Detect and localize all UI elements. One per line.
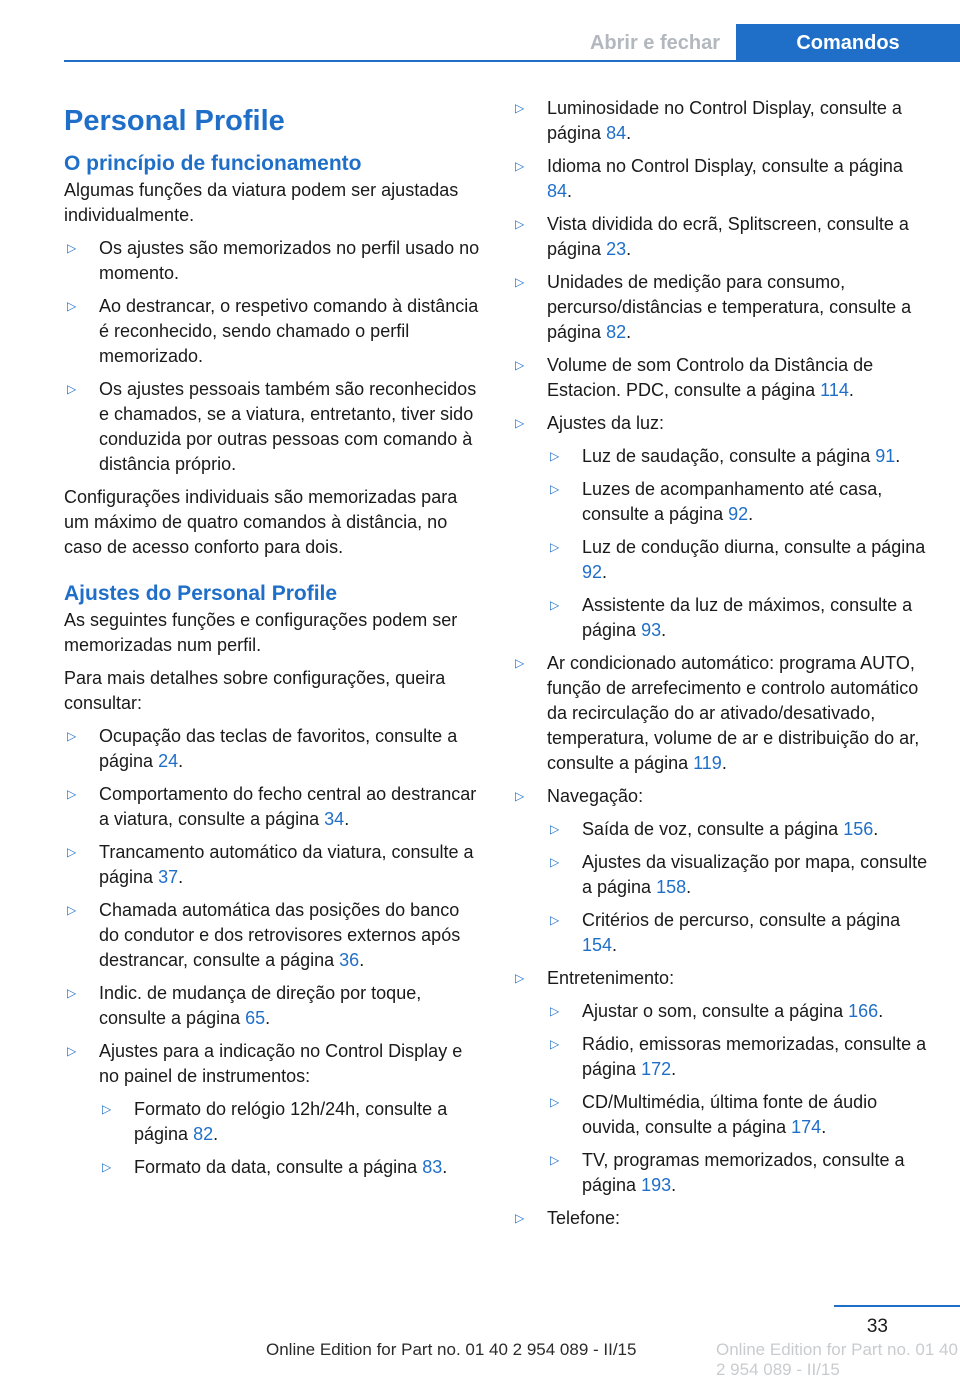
- list-item: ▷ Ar condicionado automático: programa AUTO, função de arrefecimento e controlo automático da recirculação do ar ativado/desativado, temperatura, volume de ar e distribuição do ar, consulte a página 119.: [515, 653, 920, 773]
- triangle-bullet-icon: ▷: [550, 1004, 560, 1018]
- right-list: [512, 96, 932, 1231]
- page-link[interactable]: 154: [582, 935, 613, 955]
- page-link[interactable]: 83: [422, 1157, 443, 1177]
- page-number: 33: [866, 1316, 888, 1337]
- list-item: ▷ Luminosidade no Control Display, consulte a página 84.: [515, 98, 902, 143]
- page-link[interactable]: 156: [843, 819, 874, 839]
- triangle-bullet-icon: ▷: [67, 729, 77, 743]
- right-column: [512, 96, 932, 1239]
- page-title: Personal Profile: [64, 105, 285, 137]
- heading-settings: Ajustes do Personal Profile: [64, 582, 338, 605]
- list-item: ▷ Volume de som Controlo da Distância de Estacion. PDC, consulte a página 114.: [515, 355, 874, 400]
- triangle-bullet-icon: ▷: [67, 903, 77, 917]
- page-link[interactable]: 91: [875, 446, 896, 466]
- list-item: ▷ Rádio, emissoras memorizadas, consulte a página 172.: [550, 1034, 927, 1079]
- list-item: ▷ Assistente da luz de máximos, consulte a página 93.: [550, 595, 913, 640]
- list-item: ▷ Entretenimento: ▷ Ajustar o som, consulte a página 166. ▷ Rádio, emissoras memorizadas, consulte a página 172. ▷ CD/Multimédia, última fonte de áudio ouvida, consulte a página 174. ▷ TV, programas memorizados, consulte a página 193.: [512, 966, 932, 1198]
- paragraph-intro: Algumas funções da viatura podem ser ajustadas individualmente.: [64, 180, 459, 225]
- page-link[interactable]: 84: [606, 123, 627, 143]
- triangle-bullet-icon: ▷: [515, 656, 525, 670]
- list-item: ▷ Ajustes da luz: ▷ Luz de saudação, consulte a página 91. ▷ Luzes de acompanhamento até casa, consulte a página 92. ▷ Luz de condução diurna, consulte a página 92. ▷ Assistente da luz de máximos, consulte a página 93.: [512, 411, 932, 643]
- page-link[interactable]: 82: [193, 1124, 214, 1144]
- page-header: [0, 0, 960, 62]
- list-item: ▷ Luz de condução diurna, consulte a página 92.: [550, 537, 926, 582]
- triangle-bullet-icon: ▷: [550, 540, 560, 554]
- triangle-bullet-icon: ▷: [515, 101, 525, 115]
- triangle-bullet-icon: ▷: [515, 1211, 525, 1225]
- display-sublist: [99, 1097, 480, 1180]
- section-tab-abrir-e-fechar[interactable]: Abrir e fechar: [589, 31, 721, 54]
- list-item: ▷ Telefone:: [512, 1206, 932, 1231]
- triangle-bullet-icon: ▷: [67, 241, 77, 255]
- triangle-bullet-icon: ▷: [550, 598, 560, 612]
- paragraph-config: Configurações individuais são memorizadas para um máximo de quatro comandos à distância, no caso de acesso conforto para dois.: [64, 487, 458, 557]
- light-sublist: [547, 444, 932, 643]
- list-item: ▷ Formato do relógio 12h/24h, consulte a página 82.: [102, 1099, 448, 1144]
- footer-rule: [834, 1305, 960, 1307]
- page-link[interactable]: 92: [582, 562, 603, 582]
- list-item: ▷ Luzes de acompanhamento até casa, consulte a página 92.: [550, 479, 883, 524]
- page-link[interactable]: 82: [606, 322, 627, 342]
- triangle-bullet-icon: ▷: [550, 822, 560, 836]
- triangle-bullet-icon: ▷: [67, 1044, 77, 1058]
- triangle-bullet-icon: ▷: [515, 789, 525, 803]
- page-link[interactable]: 119: [693, 753, 722, 773]
- principle-list: [64, 236, 480, 477]
- triangle-bullet-icon: ▷: [67, 382, 77, 396]
- triangle-bullet-icon: ▷: [515, 358, 525, 372]
- triangle-bullet-icon: ▷: [67, 845, 77, 859]
- triangle-bullet-icon: ▷: [515, 971, 525, 985]
- triangle-bullet-icon: ▷: [550, 482, 560, 496]
- heading-principle: O princípio de funcionamento: [64, 152, 362, 175]
- settings-list: [64, 724, 480, 1180]
- page-link[interactable]: 37: [158, 867, 179, 887]
- header-rule: [64, 60, 960, 62]
- triangle-bullet-icon: ▷: [550, 1095, 560, 1109]
- list-item: ▷ Ajustes para a indicação no Control Display e no painel de instrumentos: ▷ Formato do relógio 12h/24h, consulte a página 82. ▷ Formato da data, consulte a página 83.: [64, 1039, 480, 1180]
- page-link[interactable]: 34: [324, 809, 345, 829]
- display-sublist-continued: [512, 96, 932, 345]
- triangle-bullet-icon: ▷: [550, 449, 560, 463]
- triangle-bullet-icon: ▷: [102, 1102, 112, 1116]
- page-link[interactable]: 84: [547, 181, 568, 201]
- triangle-bullet-icon: ▷: [550, 1153, 560, 1167]
- list-item: ▷ Critérios de percurso, consulte a página 154.: [550, 910, 901, 955]
- triangle-bullet-icon: ▷: [550, 913, 560, 927]
- list-item: ▷ Os ajustes são memorizados no perfil usado no momento.: [67, 238, 480, 283]
- edition-footer: Online Edition for Part no. 01 40 2 954 089 - II/15: [266, 1340, 637, 1359]
- list-item: ▷ Vista dividida do ecrã, Splitscreen, consulte a página 23.: [515, 214, 909, 259]
- list-item: ▷ Saída de voz, consulte a página 156.: [547, 817, 932, 842]
- page-link[interactable]: 36: [339, 950, 360, 970]
- nav-sublist: [547, 817, 932, 958]
- triangle-bullet-icon: ▷: [515, 217, 525, 231]
- list-item: ▷ Comportamento do fecho central ao destrancar a viatura, consulte a página 34.: [67, 784, 477, 829]
- page-link[interactable]: 65: [245, 1008, 266, 1028]
- section-tab-comandos[interactable]: Comandos: [736, 24, 960, 62]
- list-item: ▷ Navegação: ▷ Saída de voz, consulte a página 156. ▷ Ajustes da visualização por mapa, consulte a página 158. ▷ Critérios de percurso, consulte a página 154.: [512, 784, 932, 958]
- triangle-bullet-icon: ▷: [67, 299, 77, 313]
- page-link[interactable]: 193: [641, 1175, 672, 1195]
- triangle-bullet-icon: ▷: [67, 986, 77, 1000]
- paragraph-settings-2: Para mais detalhes sobre configurações, queira consultar:: [64, 668, 446, 713]
- list-item: ▷ Luz de saudação, consulte a página 91.: [547, 444, 932, 469]
- list-item: ▷ Unidades de medição para consumo, percurso/distâncias e temperatura, consulte a página 82.: [515, 272, 912, 342]
- list-item: ▷ Indic. de mudança de direção por toque, consulte a página 65.: [67, 983, 422, 1028]
- left-column: [64, 96, 480, 1188]
- page-link[interactable]: 24: [158, 751, 179, 771]
- triangle-bullet-icon: ▷: [550, 1037, 560, 1051]
- triangle-bullet-icon: ▷: [67, 787, 77, 801]
- list-item: ▷ Ocupação das teclas de favoritos, consulte a página 24.: [67, 726, 458, 771]
- list-item: ▷ Trancamento automático da viatura, consulte a página 37.: [67, 842, 474, 887]
- page-link[interactable]: 166: [848, 1001, 879, 1021]
- entertainment-sublist: [547, 999, 932, 1198]
- continued-group: [512, 96, 932, 345]
- list-item: ▷ CD/Multimédia, última fonte de áudio ouvida, consulte a página 174.: [550, 1092, 878, 1137]
- list-item: ▷ Formato da data, consulte a página 83.: [99, 1155, 480, 1180]
- page-link[interactable]: 92: [728, 504, 749, 524]
- list-item: ▷ TV, programas memorizados, consulte a página 193.: [550, 1150, 905, 1195]
- triangle-bullet-icon: ▷: [515, 416, 525, 430]
- triangle-bullet-icon: ▷: [515, 159, 525, 173]
- triangle-bullet-icon: ▷: [102, 1160, 112, 1174]
- list-item: ▷ Idioma no Control Display, consulte a página 84.: [515, 156, 903, 201]
- list-item: ▷ Chamada automática das posições do banco do condutor e dos retrovisores externos após destrancar, consulte a página 36.: [67, 900, 461, 970]
- paragraph-settings-1: As seguintes funções e configurações podem ser memorizadas num perfil.: [64, 610, 458, 655]
- page-link[interactable]: 174: [791, 1117, 822, 1137]
- list-item: ▷ Ajustes da visualização por mapa, consulte a página 158.: [550, 852, 928, 897]
- page-link[interactable]: 172: [641, 1059, 672, 1079]
- list-item: ▷ Os ajustes pessoais também são reconhecidos e chamados, se a viatura, entretanto, tiver sido conduzida por outras pessoas com comando à distância próprio.: [67, 379, 477, 474]
- watermark: Online Edition for Part no. 01 40 2 954 089 - II/15: [716, 1340, 958, 1379]
- triangle-bullet-icon: ▷: [515, 275, 525, 289]
- triangle-bullet-icon: ▷: [550, 855, 560, 869]
- page-link[interactable]: 23: [606, 239, 627, 259]
- list-item: ▷ Ao destrancar, o respetivo comando à distância é reconhecido, sendo chamado o perfil memorizado.: [67, 296, 479, 366]
- page-link[interactable]: 93: [641, 620, 662, 640]
- list-item: ▷ Ajustar o som, consulte a página 166.: [547, 999, 932, 1024]
- page-link[interactable]: 114: [820, 380, 849, 400]
- page-link[interactable]: 158: [656, 877, 687, 897]
